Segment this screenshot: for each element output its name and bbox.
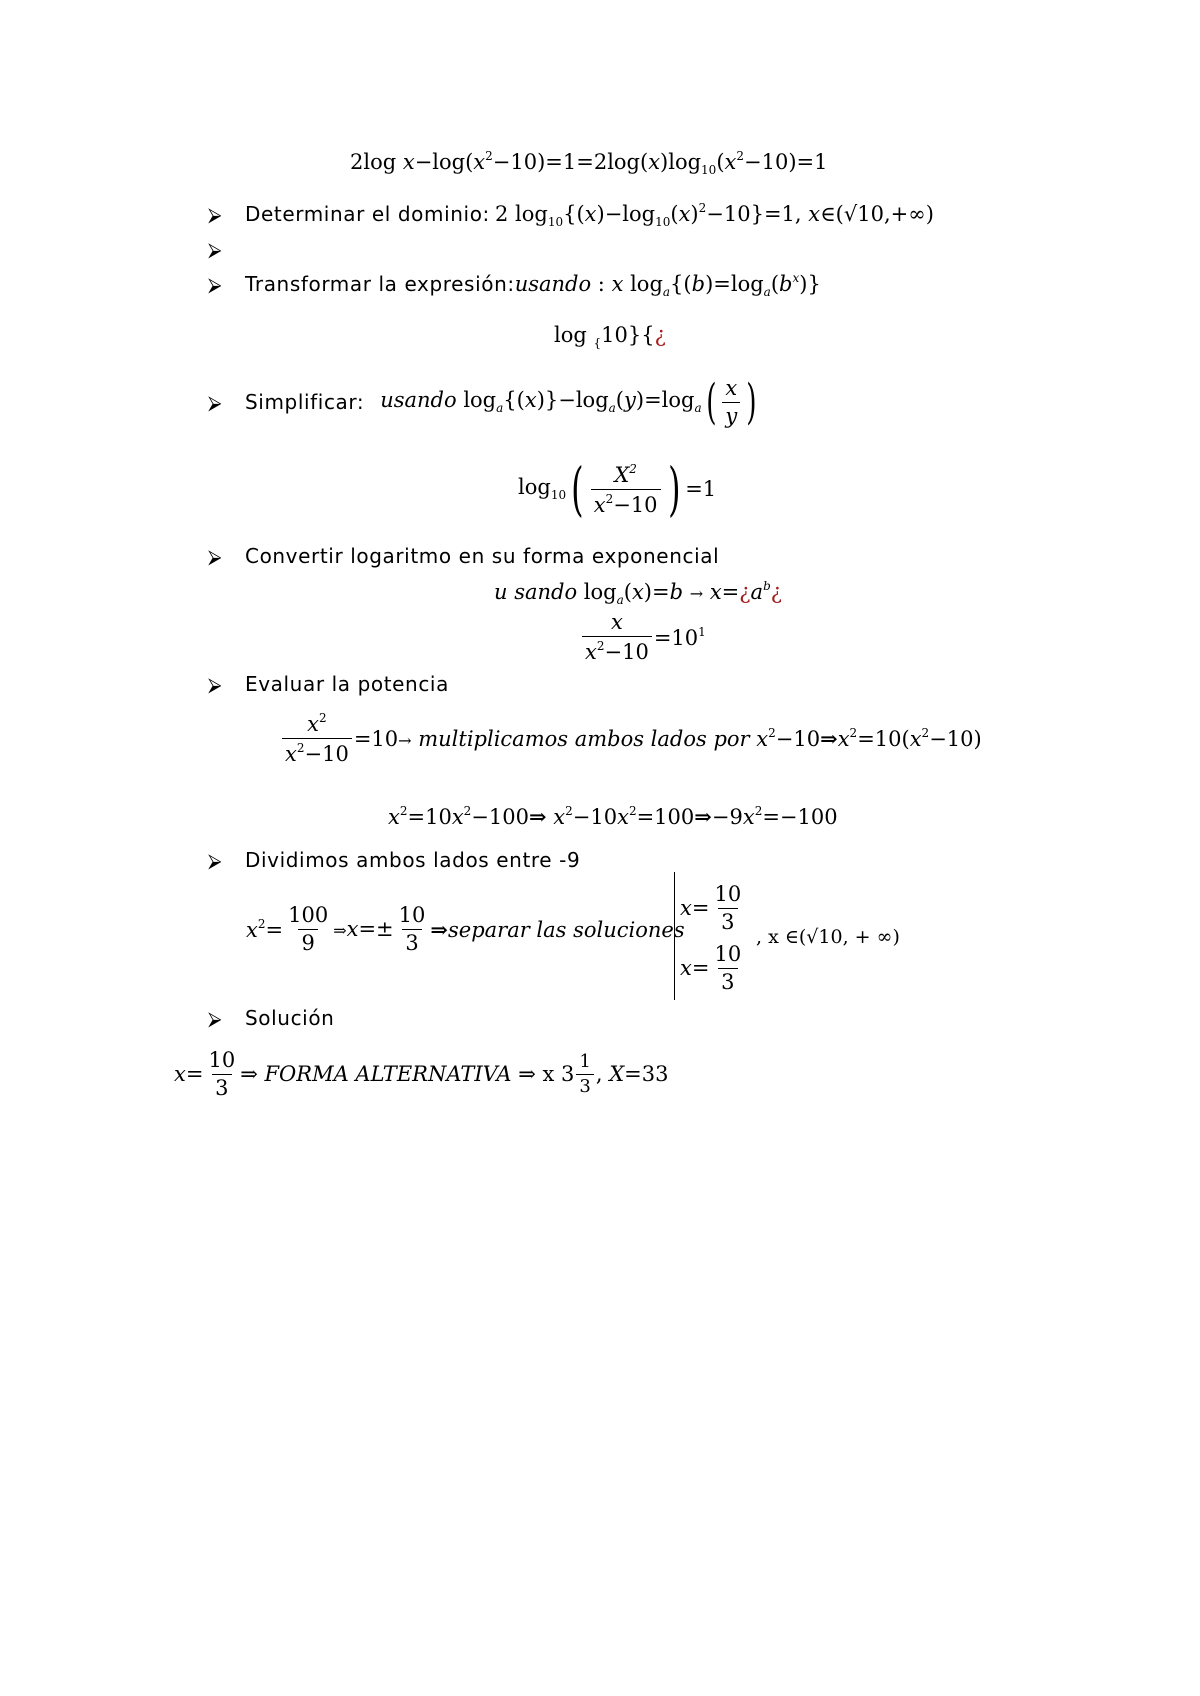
step-simplificar: Simplificar: usando $\log_a\{(x)\}-\log_a(y)=\log_a$ ( $\frac{x}{y}$ ) [245,374,757,430]
step-simplificar-result: $\log_{10}$ ( $\frac{X^2}{x^2-10}$ ) =1 [518,455,717,523]
step-dominio [245,202,934,228]
step-solucion-label: Solución [245,1006,335,1030]
arrowhead-bullet-icon: ⮚ [208,1008,222,1030]
solution-one: x= $\frac{10}{3}$ [680,882,742,934]
step-dominio-label: Determinar el dominio: [245,202,490,226]
arrowhead-bullet-icon: ⮚ [208,204,222,226]
separar-text: separar las soluciones [447,917,685,942]
arrowhead-bullet-icon: ⮚ [208,546,222,568]
usando-text: usando [514,272,592,296]
domain-note: , x ∈(√10, + ∞) [756,926,900,948]
step-convertir-label: Convertir logaritmo en su forma exponencial [245,544,720,568]
step-solucion-expr: x= $\frac{10}{3}$ ⇒ FORMA ALTERNATIVA ⇒ x 3 $\frac{1}{3}$ , X=33 [174,1048,669,1100]
arrowhead-bullet-icon: ⮚ [208,674,222,696]
step-dividir-label: Dividimos ambos lados entre -9 [245,848,581,872]
step-evaluar-line1: $\frac{x^2}{x^2-10}$ =10→ multiplicamos ambos lados por $x^2-10\Rightarrow x^2=10(x^2-10)$ [280,712,982,765]
step-transformar: Transformar la expresión:usando : x $\log_a\{(b)=\log_a(b^x)\}$ [245,271,821,299]
arrowhead-bullet-icon: ⮚ [208,392,222,414]
step-dividir-expr: $x^2=$ $\frac{100}{9}$ ⇒x=± $\frac{10}{3}$ ⇒separar las soluciones [246,903,685,955]
step-transformar-result: log $_{\{}$10}{¿ [554,323,666,350]
usando-spaced-text: u sando [494,580,578,604]
step-simplificar-label: Simplificar: [245,390,365,414]
step-transformar-label: Transformar la expresión: [245,272,515,296]
arrowhead-bullet-icon: ⮚ [208,239,222,261]
step-dominio-expr: 2 $\log_{10}\{(x)-\log_{10}(x)^2-10\}=1$, x∈(√10,+∞) [494,201,934,229]
step-evaluar-line2: $x^2=10x^2-100\Rightarrow$ $x^2-10x^2=100\Rightarrow-9x^2=-100$ [388,804,838,829]
step-convertir-hint: u sando $\log_a(x)=b$ → $x=¿a^b¿$ [494,579,783,607]
arrowhead-bullet-icon: ⮚ [208,274,222,296]
forma-alternativa-text: FORMA ALTERNATIVA [264,1062,512,1086]
solution-two: x= $\frac{10}{3}$ [680,942,742,994]
usando-text: usando [380,388,457,412]
step-evaluar-label: Evaluar la potencia [245,672,449,696]
brace-line [674,872,675,1000]
step-convertir-result: $\frac{x}{x^2-10}$ $=10^1$ [580,612,706,663]
arrowhead-bullet-icon: ⮚ [208,850,222,872]
multiplicamos-text: multiplicamos ambos lados por [418,727,750,751]
header-equation: 2log $x-\log(x^2-10)=1=2\log(x)\log_{10}(x^2-10)=1$ [350,149,828,177]
